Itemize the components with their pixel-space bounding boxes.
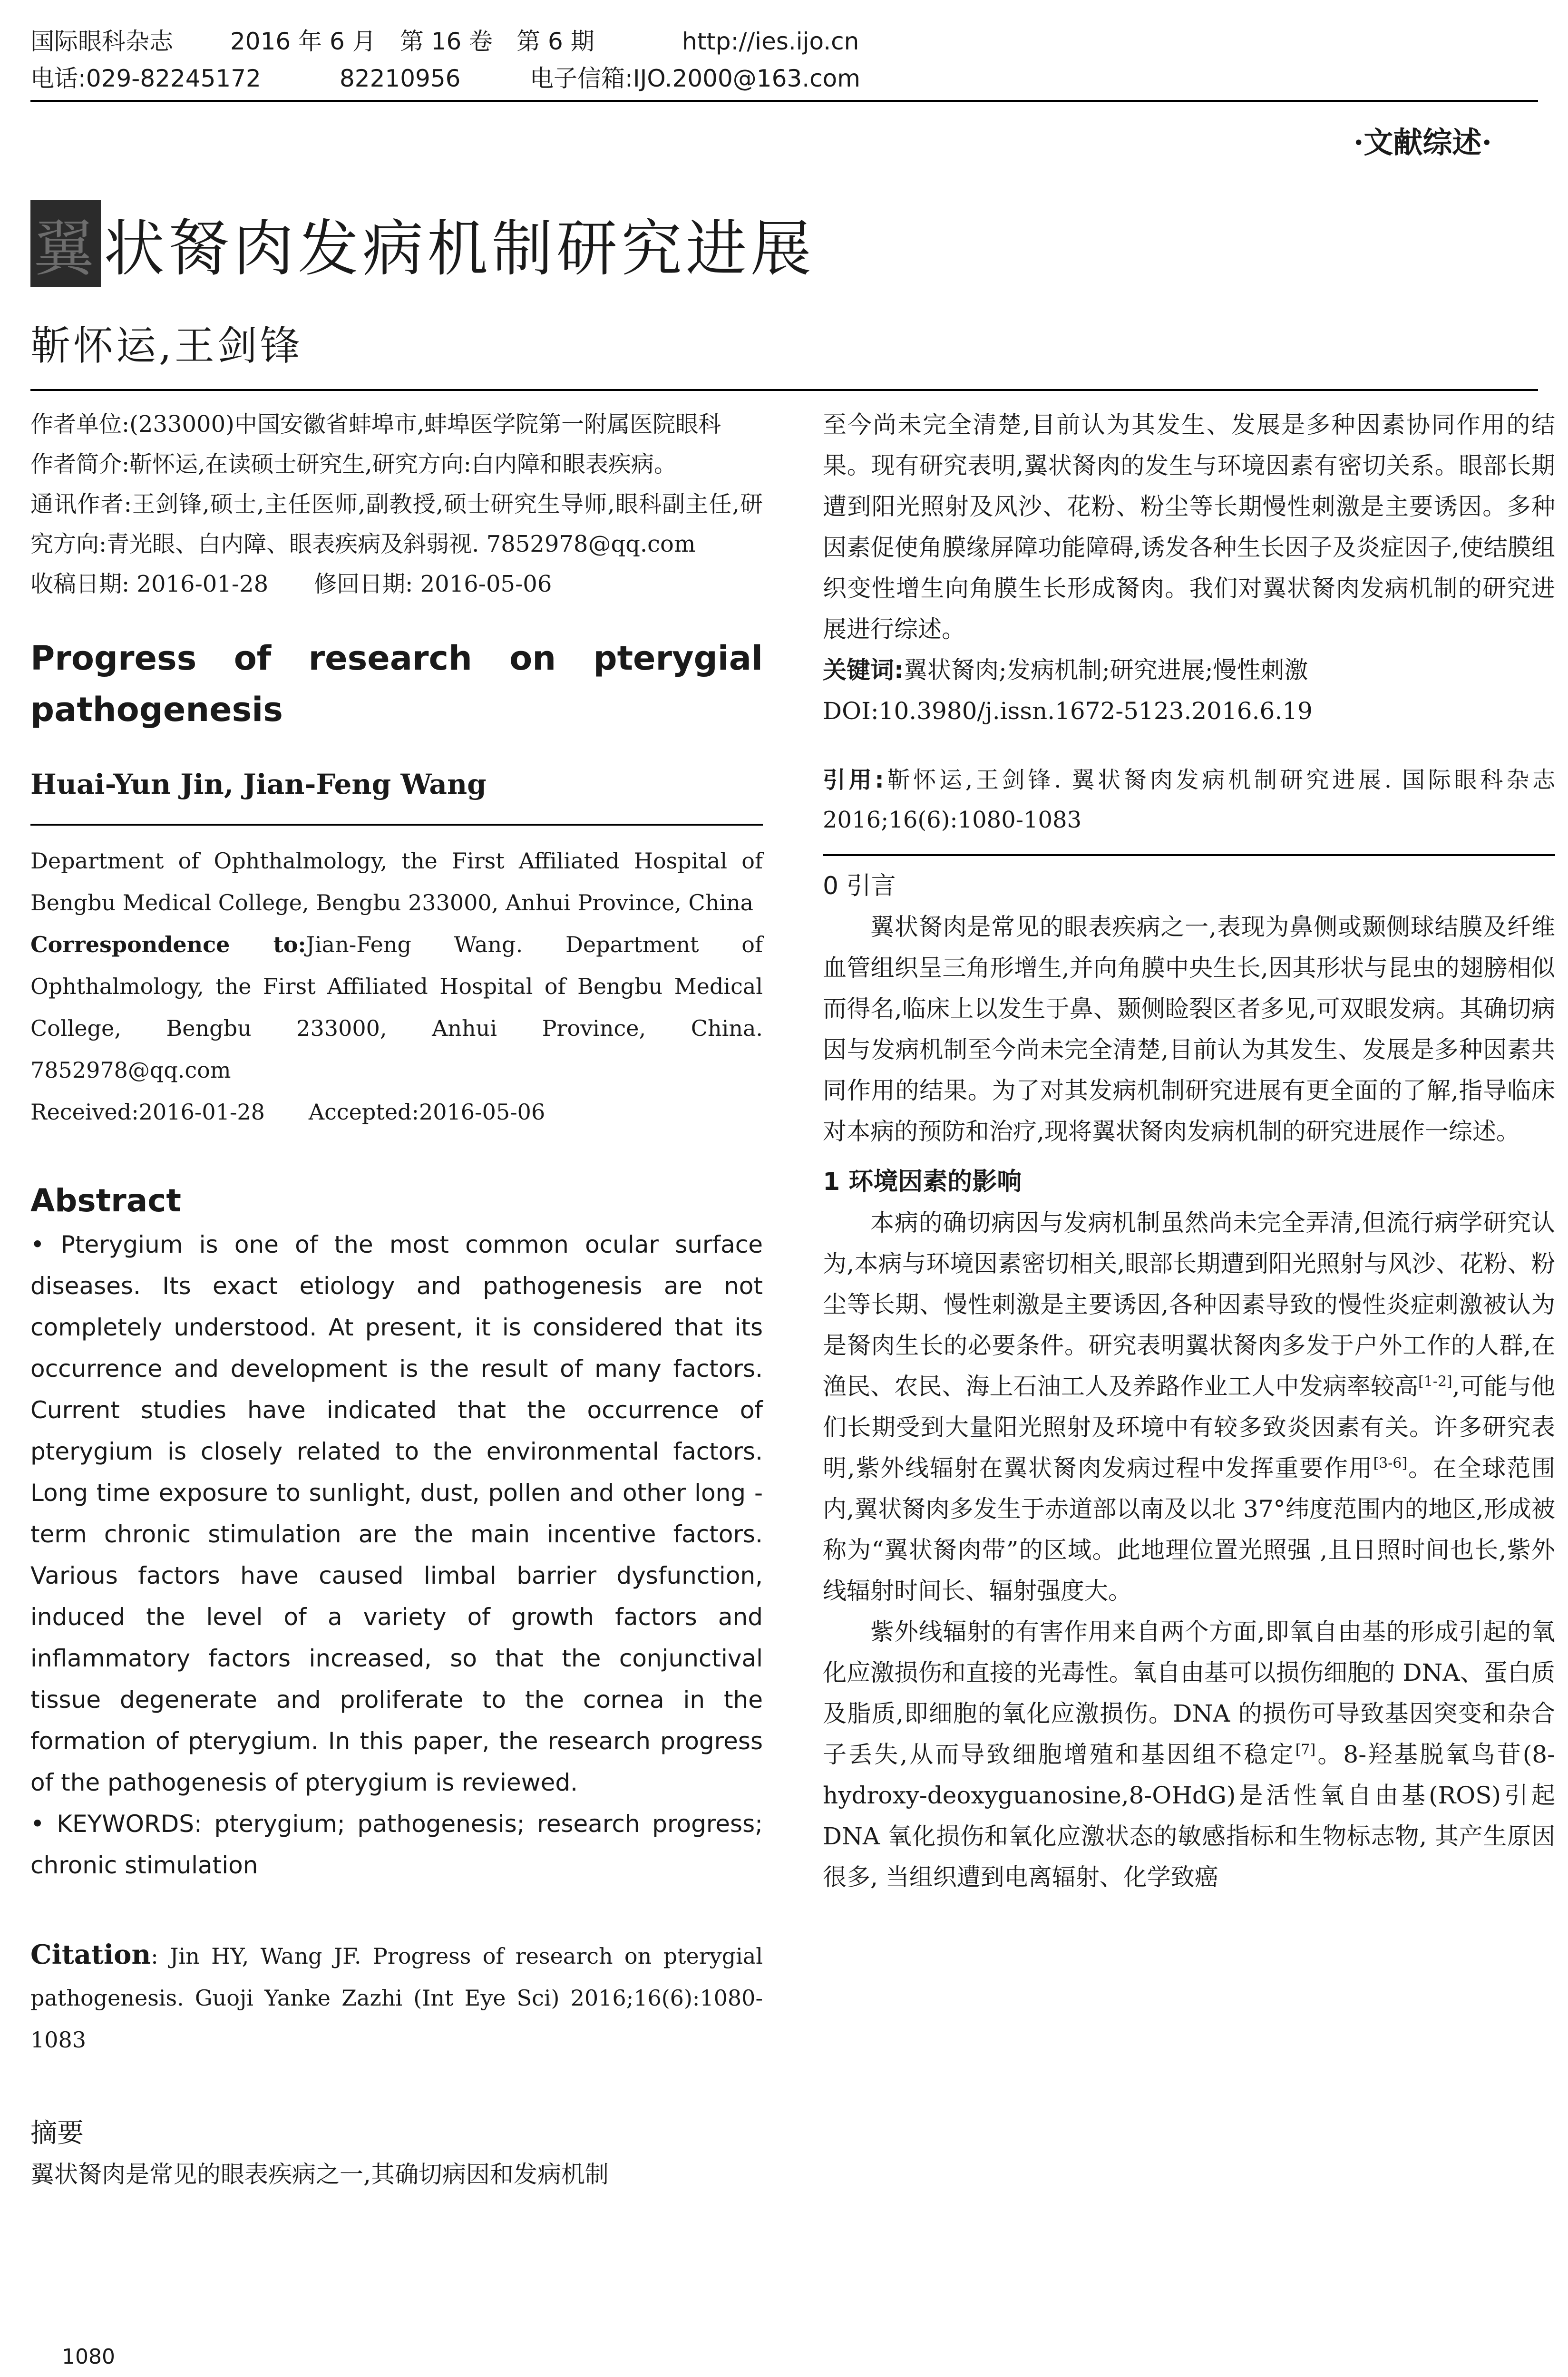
right-column [823, 404, 1555, 1898]
english-authors: Huai-Yun Jin, Jian-Feng Wang [30, 768, 487, 800]
citation-text: : Jin HY, Wang JF. Progress of research on pterygial pathogenesis. Guoji Yanke Zazhi (Int Eye Sci) 2016;16(6):1080-1083 [30, 1943, 763, 2053]
abstract-en: • Pterygium is one of the most common ocular surface diseases. Its exact etiology and pathogenesis are not completely understood. At present, it is considered that its occurrence and development is the result of many factors. Current studies have indicated that the occurrence of pterygium is closely related to the environmental factors. Long time exposure to sunlight, dust, pollen and other long - term chronic stimulation are the main incentive factors. Various factors have caused limbal barrier dysfunction, induced the level of a variety of growth factors and inflammatory factors increased, so that the conjunctival tissue degenerate and proliferate to the cornea in the formation of pterygium. In this paper, the research progress of the pathogenesis of pterygium is reviewed. [30, 1231, 763, 1796]
running-header [30, 23, 860, 97]
authors-rule [30, 824, 763, 826]
authors-cn: 靳怀运,王剑锋 [30, 322, 303, 369]
keywords-cn-text: 翼状胬肉;发病机制;研究进展;慢性刺激 [904, 656, 1308, 684]
abstract-cn-continued: 至今尚未完全清楚,目前认为其发生、发展是多种因素协同作用的结果。现有研究表明,翼状胬肉的发生与环境因素有密切关系。眼部长期遭到阳光照射及风沙、花粉、粉尘等长期慢性刺激是主要诱因。多种因素促使角膜缘屏障功能障碍,诱发各种生长因子及炎症因子,使结膜组织变性增生向角膜生长形成胬肉。我们对翼状胬肉发病机制的研究进展进行综述。 [823, 411, 1555, 643]
para-text: 本病的确切病因与发病机制虽然尚未完全弄清,但流行病学研究认为,本病与环境因素密切相关,眼部长期遭到阳光照射与风沙、花粉、粉尘等长期、慢性刺激是主要诱因,各种因素导致的慢性炎症刺激被认为是胬肉生长的必要条件。研究表明翼状胬肉多发于户外工作的人群,在渔民、农民、海上石油工人及养路作业工人中发病率较高 [823, 1209, 1555, 1400]
keywords-en: • KEYWORDS: pterygium; pathogenesis; research progress; chronic stimulation [30, 1810, 763, 1879]
correspondence-en [30, 924, 763, 1091]
affiliation-en: Department of Ophthalmology, the First Affiliated Hospital of Bengbu Medical College, Bengbu 233000, Anhui Province, China [30, 848, 763, 916]
section-0-heading: 0 引言 [823, 872, 896, 900]
section-tag: ·文献综述· [1353, 125, 1492, 160]
citation-cn-label: 引用: [823, 767, 884, 793]
correspondence-label: Correspondence to: [30, 932, 306, 957]
abstract-heading: Abstract [30, 1182, 181, 1219]
english-title: Progress of research on pterygial pathogenesis [30, 639, 763, 729]
received-accepted: Received:2016-01-28 Accepted:2016-05-06 [30, 1099, 545, 1125]
title-rule [30, 389, 1538, 391]
corresponding-author-cn: 通讯作者:王剑锋,硕士,主任医师,副教授,硕士研究生导师,眼科副主任,研究方向:青光眼、白内障、眼表疾病及斜弱视. 7852978@qq.com [30, 491, 763, 557]
author-bio: 作者简介:靳怀运,在读硕士研究生,研究方向:白内障和眼表疾病。 [30, 451, 677, 477]
citation-label: Citation [30, 1939, 151, 1970]
doi[interactable]: DOI:10.3980/j.issn.1672-5123.2016.6.19 [823, 697, 1313, 725]
section-1-paragraph-1 [823, 1202, 1555, 1611]
para-text: 紫外线辐射的有害作用来自两个方面,即氧自由基的形成引起的氧化应激损伤和直接的光毒性。氧自由基可以损伤细胞的 DNA、蛋白质及脂质,即细胞的氧化应激损伤。DNA 的损伤可导致基因突变和杂合子丢失,从而导致细胞增殖和基因组不稳定 [823, 1618, 1555, 1768]
header-rule [30, 100, 1538, 102]
citation-cn-text: 靳怀运,王剑锋. 翼状胬肉发病机制研究进展. 国际眼科杂志 2016;16(6):1080-1083 [823, 767, 1555, 833]
section-1-heading: 1 环境因素的影响 [823, 1168, 1022, 1196]
header-line-2 [30, 60, 860, 97]
article-title [30, 200, 815, 287]
keywords-cn-label: 关键词: [823, 656, 904, 684]
issue-info: 2016 年 6 月 第 16 卷 第 6 期 [230, 28, 594, 55]
reference-1-2[interactable]: [1-2] [1418, 1373, 1452, 1390]
left-column [30, 404, 763, 2195]
citation-cn [823, 760, 1555, 840]
para-text: ,可能与他们长期受到大量阳光照射及环境中有较多致炎因素有关。许多研究表明,紫外线辐射在翼状胬肉发病过程中发挥重要作用 [823, 1373, 1555, 1482]
dates-cn: 收稿日期: 2016-01-28 修回日期: 2016-05-06 [30, 571, 552, 597]
correspondence-text: Jian-Feng Wang. Department of Ophthalmology, the First Affiliated Hospital of Bengbu Medical College, Bengbu 233000, Anhui Province, China. 7852978@qq.com [30, 932, 763, 1083]
para-text: 。在全球范围内,翼状胬肉多发生于赤道部以南及以北 37°纬度范围内的地区,形成被称为“翼状胬肉带”的区域。此地理位置光照强 ,且日照时间也长,紫外线辐射时间长、辐射强度大。 [823, 1454, 1555, 1605]
reference-7[interactable]: [7] [1295, 1741, 1316, 1758]
section-1-paragraph-2 [823, 1611, 1555, 1898]
email[interactable]: 电子信箱:IJO.2000@163.com [530, 65, 860, 92]
header-line-1 [30, 23, 860, 60]
citation-rule [823, 854, 1555, 856]
abstract-cn-start: 翼状胬肉是常见的眼表疾病之一,其确切病因和发病机制 [30, 2161, 609, 2188]
page-number: 1080 [62, 2345, 115, 2369]
abstract-cn-heading: 摘要 [30, 2118, 84, 2149]
reference-3-6[interactable]: [3-6] [1373, 1455, 1408, 1472]
para-text: 。8-羟基脱氧鸟苷(8-hydroxy-deoxyguanosine,8-OHdG)是活性氧自由基(ROS)引起 DNA 氧化损伤和氧化应激状态的敏感指标和生物标志物, 其产生原因很多, 当组织遭到电离辐射、化学致癌 [823, 1741, 1555, 1891]
journal-name: 国际眼科杂志 [30, 28, 173, 55]
citation-en [30, 1934, 763, 2061]
phone: 电话:029-82245172 [30, 65, 261, 92]
title-drop-cap: 翼 [30, 200, 101, 287]
phone-2: 82210956 [340, 65, 461, 92]
journal-url[interactable]: http://ies.ijo.cn [682, 28, 859, 55]
title-text: 状胬肉发病机制研究进展 [104, 214, 816, 284]
keywords-cn [823, 650, 1555, 691]
affiliation-cn: 作者单位:(233000)中国安徽省蚌埠市,蚌埠医学院第一附属医院眼科 [30, 411, 721, 438]
section-0-paragraph: 翼状胬肉是常见的眼表疾病之一,表现为鼻侧或颞侧球结膜及纤维血管组织呈三角形增生,并向角膜中央生长,因其形状与昆虫的翅膀相似而得名,临床上以发生于鼻、颞侧睑裂区者多见,可双眼发病。其确切病因与发病机制至今尚未完全清楚,目前认为其发生、发展是多种因素共同作用的结果。为了对其发病机制研究进展有更全面的了解,指导临床对本病的预防和治疗,现将翼状胬肉发病机制的研究进展作一综述。 [823, 913, 1555, 1145]
